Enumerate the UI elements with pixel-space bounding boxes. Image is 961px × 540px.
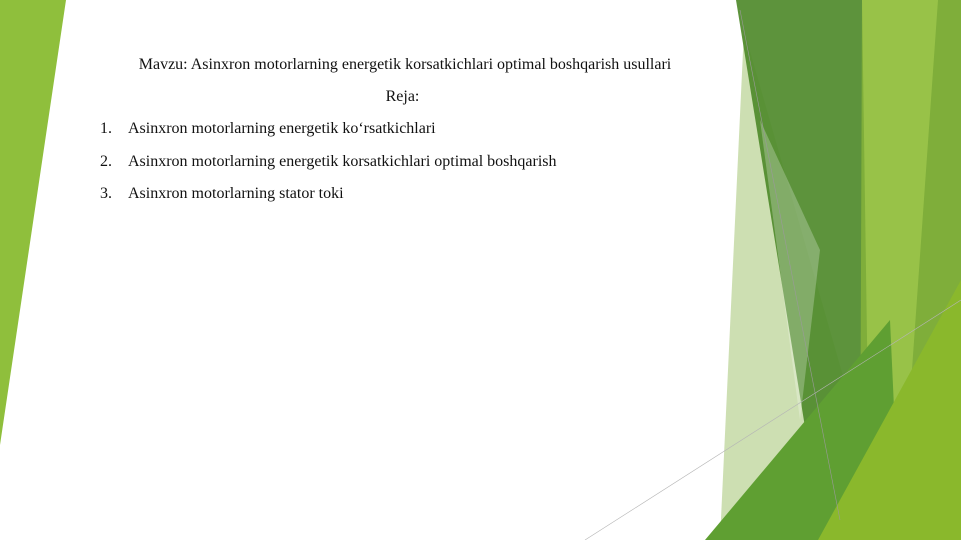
- plan-item-number: 1.: [100, 120, 112, 137]
- plan-list: [100, 118, 557, 216]
- plan-item-number: 2.: [100, 152, 112, 170]
- plan-item-text: Asinxron motorlarning energetik ko‘rsatkichlari: [128, 120, 436, 137]
- slide-title: Mavzu: Asinxron motorlarning energetik korsatkichlari optimal boshqarish usullari: [138, 56, 672, 73]
- plan-item-text: Asinxron motorlarning stator toki: [128, 185, 344, 202]
- slide-subtitle: Reja:: [385, 88, 420, 105]
- plan-item: [100, 183, 557, 205]
- plan-item: [100, 118, 557, 140]
- plan-item-text: Asinxron motorlarning energetik korsatkichlari optimal boshqarish: [128, 152, 557, 170]
- plan-item: [100, 151, 557, 173]
- plan-item-number: 3.: [100, 185, 112, 202]
